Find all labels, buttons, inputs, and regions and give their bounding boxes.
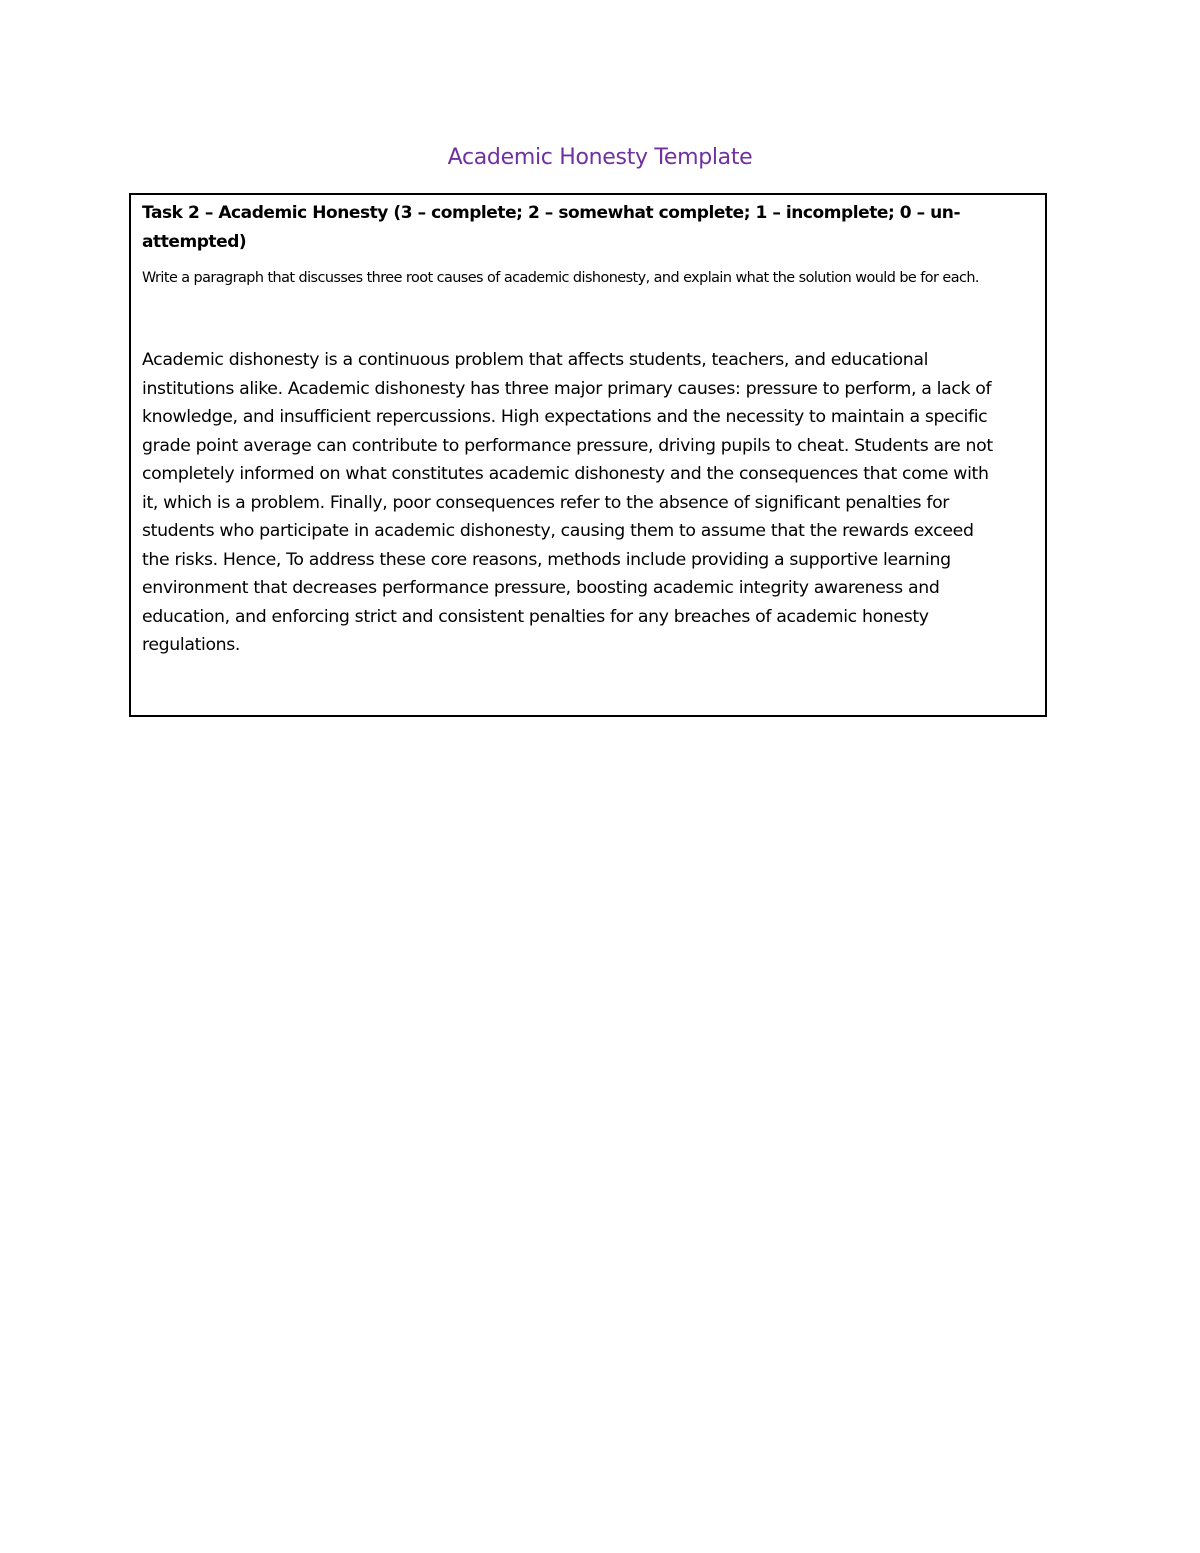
answer-paragraph [142,346,1034,660]
answer-line: the risks. Hence, To address these core reasons, methods include providing a supportive learning [142,549,951,570]
page-title: Academic Honesty Template [447,145,753,170]
answer-line: education, and enforcing strict and consistent penalties for any breaches of academic honesty [142,606,929,627]
task-heading: Task 2 – Academic Honesty (3 – complete; 2 – somewhat complete; 1 – incomplete; 0 – un-attempted) [142,203,961,252]
answer-line: environment that decreases performance pressure, boosting academic integrity awareness and [142,578,940,598]
answer-line: it, which is a problem. Finally, poor consequences refer to the absence of significant penalties for [142,492,950,513]
answer-line: students who participate in academic dishonesty, causing them to assume that the rewards exceed [142,521,974,541]
answer-line: knowledge, and insufficient repercussions. High expectations and the necessity to maintain a specific [142,407,988,427]
answer-line: regulations. [142,635,241,655]
answer-line: grade point average can contribute to performance pressure, driving pupils to cheat. Students are not [142,435,993,456]
answer-line: institutions alike. Academic dishonesty has three major primary causes: pressure to perform, a lack of [142,378,992,399]
answer-line: Academic dishonesty is a continuous problem that affects students, teachers, and educational [142,350,929,370]
answer-line: completely informed on what constitutes academic dishonesty and the consequences that come with [142,464,989,484]
task-box [129,193,1047,717]
task-instructions: Write a paragraph that discusses three root causes of academic dishonesty, and explain what the solution would be for each. [142,270,979,286]
